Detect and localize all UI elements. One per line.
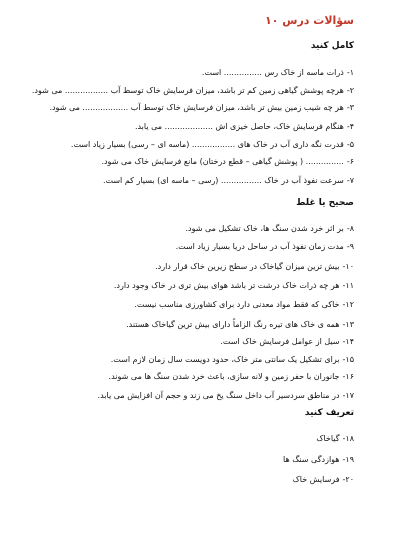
question-text: سیل از عوامل فرسایش خاک است. xyxy=(220,337,340,346)
question-number: ۱۸- xyxy=(342,434,354,443)
section-heading-true-false: صحیح یا غلط xyxy=(296,198,354,208)
question-number: ۳- xyxy=(346,103,354,112)
question-number: ۱۹- xyxy=(342,455,354,464)
question-text: هنگام فرسایش خاک، حاصل خیزی اش ................... می یابد. xyxy=(134,122,344,131)
question-number: ۱۵- xyxy=(342,355,354,364)
question-item xyxy=(126,320,354,330)
question-number: ۱۷- xyxy=(342,391,354,400)
question-item xyxy=(202,68,354,78)
question-number: ۱۲- xyxy=(342,300,354,309)
question-text: فرسایش خاک xyxy=(292,475,340,484)
question-text: در مناطق سردسیر آب داخل سنگ یخ می زند و حجم آن افزایش می یابد. xyxy=(97,391,340,400)
question-text: هر چه شیب زمین بیش تر باشد، میزان فرسایش خاک توسط آب .................. می شود. xyxy=(49,103,344,112)
question-text: خاکی که فقط مواد معدنی دارد برای کشاورزی مناسب نیست. xyxy=(134,300,340,309)
question-text: هرچه پوشش گیاهی زمین کم تر باشد، میزان فرسایش خاک توسط آب ................. می شود. xyxy=(31,86,344,95)
question-number: ۲- xyxy=(346,86,354,95)
question-number: ۵- xyxy=(346,140,354,149)
question-item xyxy=(176,242,354,252)
section-heading-define: تعریف کنید xyxy=(304,408,354,418)
question-item xyxy=(71,140,354,150)
question-text: ذرات ماسه از خاک رس ............... است. xyxy=(201,68,344,77)
question-text: ............... ( پوشش گیاهی – قطع درختان) مانع فرسایش خاک می شود. xyxy=(101,157,344,166)
question-item xyxy=(220,337,354,347)
question-item xyxy=(101,157,354,167)
question-number: ۴- xyxy=(346,122,354,131)
question-item xyxy=(283,455,354,465)
question-text: بیش ترین میزان گیاخاک در سطح زیرین خاک قرار دارد. xyxy=(155,262,340,271)
question-item xyxy=(109,372,354,382)
question-text: بر اثر خرد شدن سنگ ها، خاک تشکیل می شود. xyxy=(185,224,344,233)
question-text: قدرت نگه داری آب در خاک های ................. (ماسه ای – رسی) بسیار زیاد است. xyxy=(70,140,344,149)
question-item xyxy=(186,224,354,234)
question-item xyxy=(155,262,354,272)
question-item xyxy=(32,86,354,96)
question-number: ۹- xyxy=(346,242,354,251)
question-item xyxy=(293,475,354,485)
question-text: سرعت نفوذ آب در خاک ................ (رسی – ماسه ای) بسیار کم است. xyxy=(102,176,344,185)
question-item xyxy=(49,103,354,113)
question-number: ۱- xyxy=(346,68,354,77)
question-number: ۷- xyxy=(346,176,354,185)
question-item xyxy=(103,176,354,186)
question-item xyxy=(135,122,354,132)
question-item xyxy=(134,300,354,310)
question-text: هوازدگی سنگ ها xyxy=(283,455,340,464)
question-text: جانوران با حفر زمین و لانه سازی، باعث خرد شدن سنگ ها می شوند. xyxy=(108,372,340,381)
question-text: مدت زمان نفوذ آب در ساحل دریا بسیار زیاد است. xyxy=(175,242,344,251)
question-number: ۱۴- xyxy=(342,337,354,346)
question-text: گیاخاک xyxy=(316,434,340,443)
question-text: هر چه ذرات خاک درشت تر باشد هوای بیش تری در خاک وجود دارد. xyxy=(113,281,340,290)
section-heading-complete: کامل کنید xyxy=(310,41,354,51)
question-item xyxy=(316,434,354,444)
question-item xyxy=(111,355,354,365)
page-title: سؤالات درس ۱۰ xyxy=(265,14,354,27)
question-number: ۱۰- xyxy=(342,262,354,271)
question-number: ۲۰- xyxy=(342,475,354,484)
question-number: ۸- xyxy=(346,224,354,233)
question-number: ۱۱- xyxy=(342,281,354,290)
question-number: ۶- xyxy=(346,157,354,166)
question-text: برای تشکیل یک سانتی متر خاک، حدود دویست سال زمان لازم است. xyxy=(110,355,340,364)
question-item xyxy=(98,391,354,401)
question-number: ۱۳- xyxy=(342,320,354,329)
question-text: همه ی خاک های تیره رنگ الزاماً دارای بیش ترین گیاخاک هستند. xyxy=(126,320,340,329)
question-item xyxy=(114,281,354,291)
question-number: ۱۶- xyxy=(342,372,354,381)
